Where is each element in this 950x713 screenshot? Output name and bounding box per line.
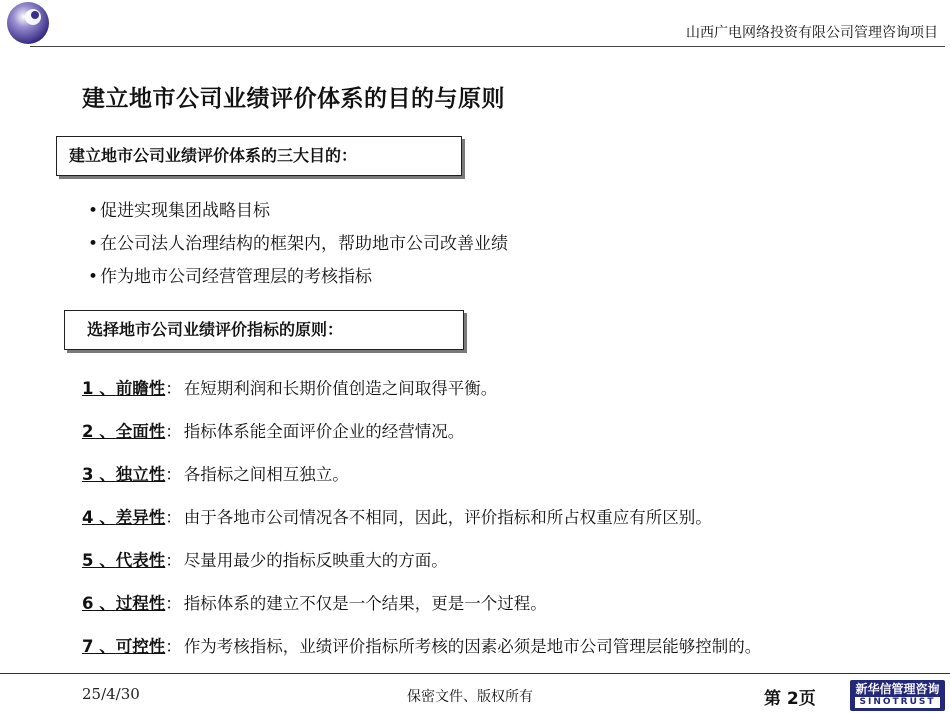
project-title: 山西广电网络投资有限公司管理咨询项目 [686, 25, 938, 41]
principle-item: 2 、全面性： 指标体系能全面评价企业的经营情况。 [82, 422, 465, 441]
list-item: • 在公司法人治理结构的框架内，帮助地市公司改善业绩 [88, 234, 509, 254]
principle-item: 5 、代表性： 尽量用最少的指标反映重大的方面。 [82, 551, 448, 570]
page-number: 第 2页 [764, 689, 816, 709]
header-divider [30, 46, 945, 47]
brand-logo [850, 680, 945, 711]
page-title: 建立地市公司业绩评价体系的目的与原则 [82, 85, 505, 112]
principle-item: 7 、可控性： 作为考核指标，业绩评价指标所考核的因素必须是地市公司管理层能够控制的。 [82, 637, 762, 656]
brand-wordmark: SINOTRUST [855, 697, 940, 708]
footer-date: 25/4/30 [82, 685, 140, 703]
list-item: • 作为地市公司经营管理层的考核指标 [88, 267, 373, 287]
footer-divider [0, 673, 950, 674]
confidential-notice: 保密文件、版权所有 [407, 689, 533, 705]
list-item: • 促进实现集团战略目标 [88, 201, 271, 221]
company-logo [0, 0, 58, 48]
principles-list [82, 376, 922, 677]
goals-heading: 建立地市公司业绩评价体系的三大目的： [56, 136, 462, 176]
principle-item: 6 、过程性： 指标体系的建立不仅是一个结果，更是一个过程。 [82, 594, 547, 613]
principle-item: 3 、独立性： 各指标之间相互独立。 [82, 465, 349, 484]
principle-item: 1 、前瞻性： 在短期利润和长期价值创造之间取得平衡。 [82, 379, 498, 398]
principle-item: 4 、差异性： 由于各地市公司情况各不相同，因此，评价指标和所占权重应有所区别。 [82, 508, 712, 527]
goals-list [88, 195, 508, 294]
brand-name: 新华信管理咨询 [855, 682, 940, 696]
principles-heading: 选择地市公司业绩评价指标的原则： [64, 310, 464, 350]
